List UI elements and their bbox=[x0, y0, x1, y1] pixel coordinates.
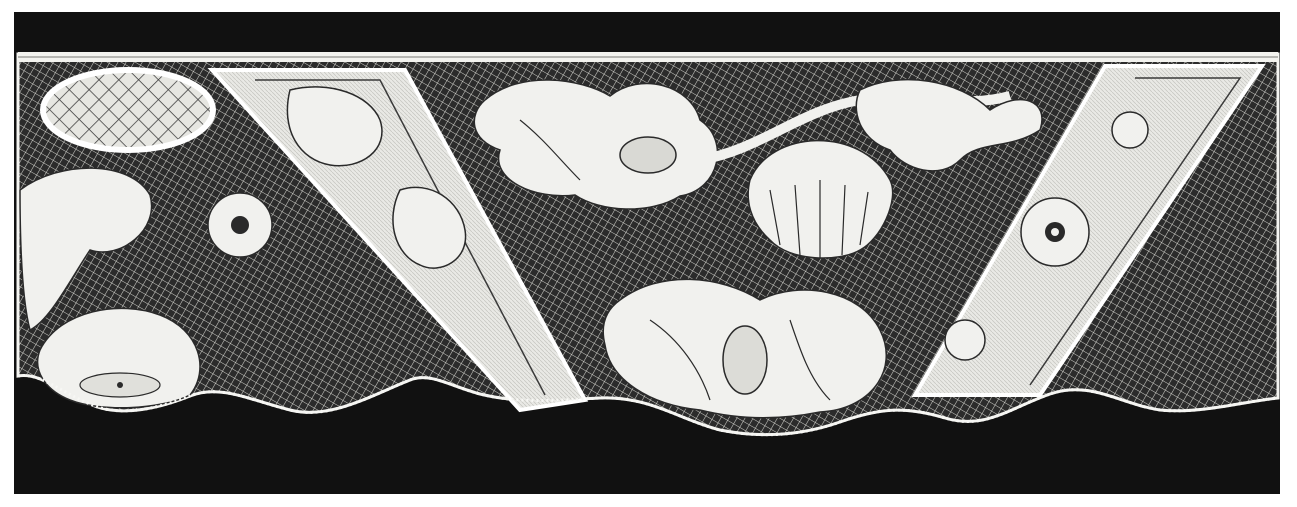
left-small-flower bbox=[208, 193, 272, 257]
rosette-right bbox=[1021, 198, 1089, 266]
grille-lozenge bbox=[43, 70, 213, 150]
fan-flower bbox=[748, 141, 892, 258]
